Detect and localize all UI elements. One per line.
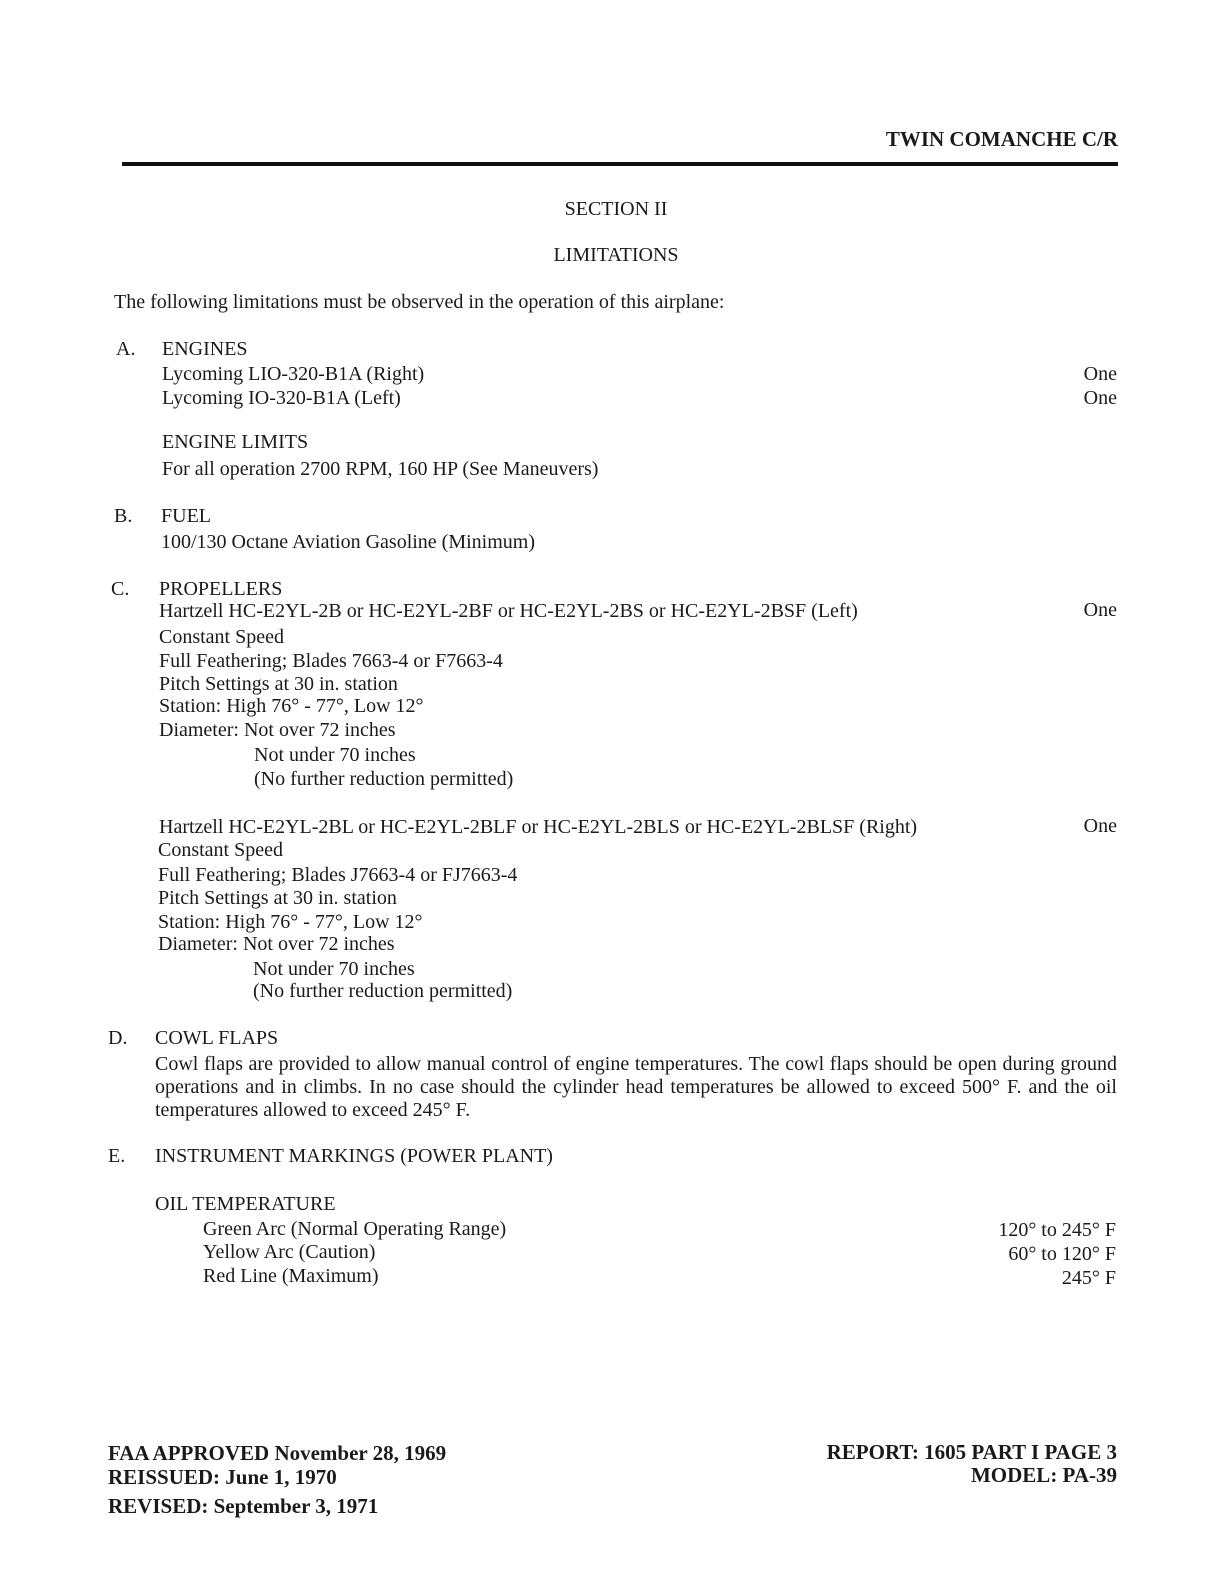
footer-faa-approved: FAA APPROVED November 28, 1969 xyxy=(108,1441,447,1465)
section-a-heading: ENGINES xyxy=(162,338,248,360)
engine-left-qty: One xyxy=(1083,387,1117,409)
section-e-heading: INSTRUMENT MARKINGS (POWER PLANT) xyxy=(155,1145,553,1167)
prop-left-line: Not under 70 inches xyxy=(254,744,416,766)
prop-right-line: Not under 70 inches xyxy=(253,958,415,980)
footer-revised: REVISED: September 3, 1971 xyxy=(108,1494,379,1518)
section-a-letter: A. xyxy=(116,338,136,360)
prop-left-line: Pitch Settings at 30 in. station xyxy=(159,673,398,695)
oil-red-line-label: Red Line (Maximum) xyxy=(203,1265,379,1287)
prop-left-qty: One xyxy=(1083,599,1117,621)
engine-limits-heading: ENGINE LIMITS xyxy=(162,431,309,453)
footer-report: REPORT: 1605 PART I PAGE 3 xyxy=(826,1440,1117,1464)
prop-right-line: Pitch Settings at 30 in. station xyxy=(158,887,397,909)
oil-yellow-arc-value: 60° to 120° F xyxy=(1008,1243,1116,1265)
section-b-heading: FUEL xyxy=(161,505,211,527)
prop-right-line: Full Feathering; Blades J7663-4 or FJ7663-4 xyxy=(158,864,518,886)
section-e-letter: E. xyxy=(108,1145,126,1167)
section-d-heading: COWL FLAPS xyxy=(155,1027,279,1049)
prop-right-qty: One xyxy=(1083,815,1117,837)
section-b-letter: B. xyxy=(114,505,133,527)
cowl-flaps-paragraph: Cowl flaps are provided to allow manual control of engine temperatures. The cowl flaps should be open during ground operations and in climbs. In no case should the cylinder head temperatures be allowed to exceed 500° F. and the oil temperatures allowed to exceed 245° F. xyxy=(155,1053,1117,1121)
oil-green-arc-label: Green Arc (Normal Operating Range) xyxy=(203,1218,507,1240)
oil-red-line-value: 245° F xyxy=(1061,1267,1116,1289)
section-number: SECTION II xyxy=(564,198,668,220)
footer-model: MODEL: PA-39 xyxy=(970,1463,1117,1487)
oil-temperature-heading: OIL TEMPERATURE xyxy=(155,1193,336,1215)
prop-right-line: (No further reduction permitted) xyxy=(253,980,513,1002)
prop-right-line: Station: High 76° - 77°, Low 12° xyxy=(158,911,423,933)
document-header-title: TWIN COMANCHE C/R xyxy=(885,127,1118,151)
section-c-heading: PROPELLERS xyxy=(159,578,283,600)
footer-reissued: REISSUED: June 1, 1970 xyxy=(108,1465,337,1489)
oil-yellow-arc-label: Yellow Arc (Caution) xyxy=(203,1241,376,1263)
prop-left-line: Full Feathering; Blades 7663-4 or F7663-4 xyxy=(159,650,503,672)
fuel-text: 100/130 Octane Aviation Gasoline (Minimum) xyxy=(161,531,536,553)
prop-left-line: Station: High 76° - 77°, Low 12° xyxy=(159,695,424,717)
prop-right-model: Hartzell HC-E2YL-2BL or HC-E2YL-2BLF or HC-E2YL-2BLS or HC-E2YL-2BLSF (Right) xyxy=(159,816,918,838)
prop-left-model: Hartzell HC-E2YL-2B or HC-E2YL-2BF or HC-E2YL-2BS or HC-E2YL-2BSF (Left) xyxy=(159,600,858,622)
prop-left-line: Diameter: Not over 72 inches xyxy=(159,719,396,741)
engine-limits-text: For all operation 2700 RPM, 160 HP (See Maneuvers) xyxy=(162,458,599,480)
section-title: LIMITATIONS xyxy=(553,244,679,266)
section-c-letter: C. xyxy=(111,578,130,600)
engine-left-line: Lycoming IO-320-B1A (Left) xyxy=(162,387,401,409)
section-d-letter: D. xyxy=(108,1027,128,1049)
prop-left-line: (No further reduction permitted) xyxy=(254,768,514,790)
engine-right-qty: One xyxy=(1083,363,1117,385)
prop-left-line: Constant Speed xyxy=(159,626,284,648)
intro-text: The following limitations must be observed in the operation of this airplane: xyxy=(114,291,725,313)
prop-right-line: Constant Speed xyxy=(158,839,283,861)
header-rule xyxy=(122,162,1118,166)
engine-right-line: Lycoming LIO-320-B1A (Right) xyxy=(162,363,425,385)
oil-green-arc-value: 120° to 245° F xyxy=(998,1219,1116,1241)
prop-right-line: Diameter: Not over 72 inches xyxy=(158,933,395,955)
